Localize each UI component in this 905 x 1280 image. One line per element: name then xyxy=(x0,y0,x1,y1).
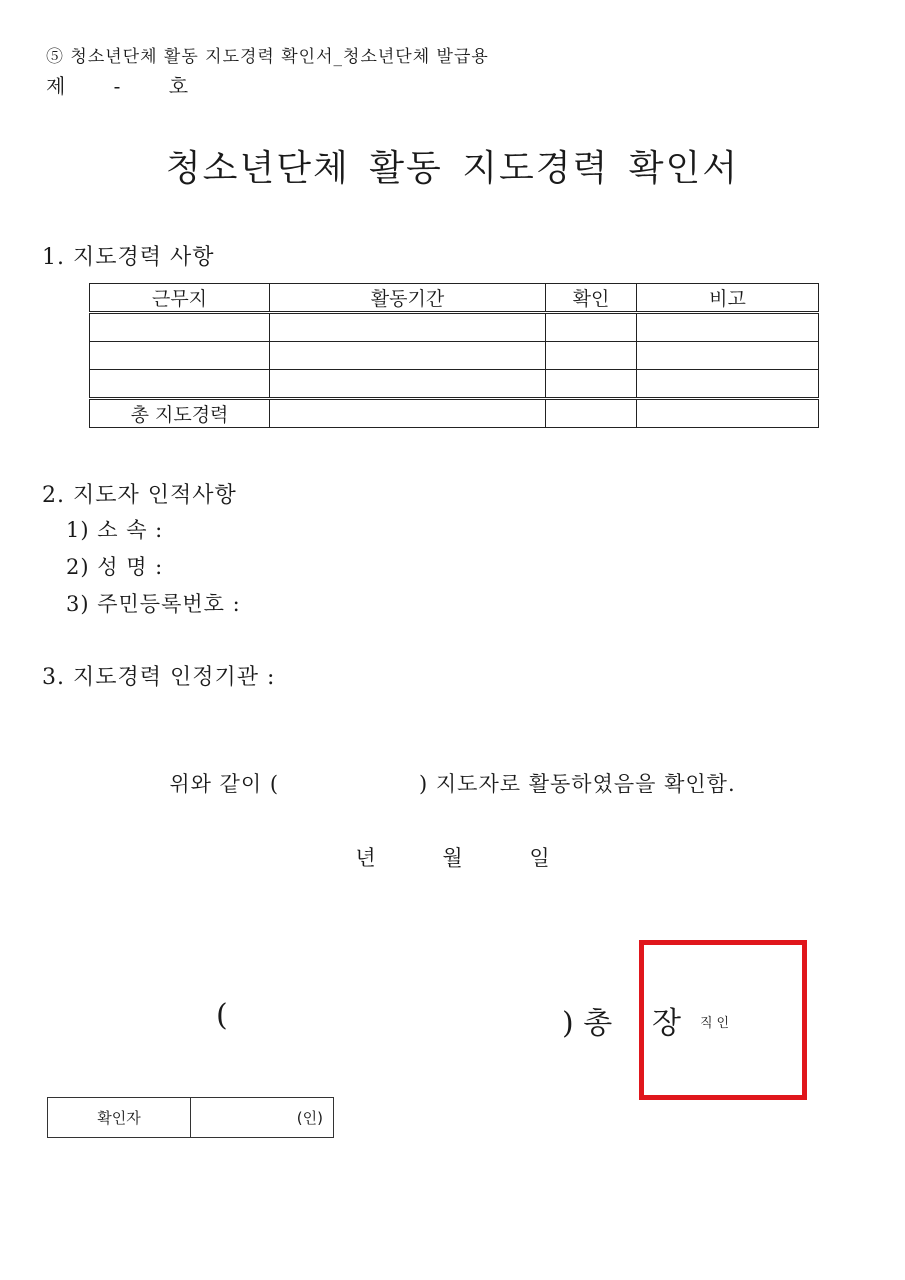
section2-heading: 2. 지도자 인적사항 xyxy=(42,483,237,508)
date-year: 년 xyxy=(355,846,376,870)
issuer-open-paren: ( xyxy=(216,998,228,1033)
verifier-table xyxy=(47,1097,334,1138)
table-cell[interactable] xyxy=(546,342,637,370)
table-cell[interactable] xyxy=(90,342,270,370)
verifier-label: 확인자 xyxy=(48,1098,191,1138)
official-seal-label: 직인 xyxy=(700,1016,734,1031)
date-month: 월 xyxy=(442,846,463,870)
career-table-header xyxy=(90,284,819,313)
verifier-stamp[interactable]: (인) xyxy=(191,1098,334,1138)
table-cell[interactable] xyxy=(546,370,637,399)
table-cell[interactable] xyxy=(637,342,819,370)
confirmation-statement xyxy=(0,768,905,798)
issuer-title-suffix: 장 xyxy=(652,1006,681,1041)
table-cell[interactable] xyxy=(637,313,819,342)
date-day: 일 xyxy=(529,846,550,870)
table-cell[interactable] xyxy=(270,342,546,370)
table-cell[interactable] xyxy=(270,370,546,399)
table-row xyxy=(90,370,819,399)
highlight-box xyxy=(639,940,807,1100)
column-header-remarks: 비고 xyxy=(637,284,819,313)
form-label: ⑤ 청소년단체 활동 지도경력 확인서_청소년단체 발급용 xyxy=(46,47,489,67)
table-cell[interactable] xyxy=(270,313,546,342)
total-period-cell[interactable] xyxy=(270,399,546,428)
confirmation-suffix: ) 지도자로 활동하였음을 확인함. xyxy=(419,772,736,796)
table-cell[interactable] xyxy=(637,370,819,399)
issuer-title: ) 총 xyxy=(562,1006,613,1041)
total-confirm-cell[interactable] xyxy=(546,399,637,428)
total-label: 총 지도경력 xyxy=(90,399,270,428)
page-title: 청소년단체 활동 지도경력 확인서 xyxy=(165,148,740,189)
table-cell[interactable] xyxy=(90,370,270,399)
document-number: 제 - 호 xyxy=(46,74,189,98)
column-header-confirm: 확인 xyxy=(546,284,637,313)
name-field: 2) 성 명 : xyxy=(66,555,164,579)
confirmation-prefix: 위와 같이 ( xyxy=(169,772,280,796)
issue-date xyxy=(0,842,905,872)
section3-heading: 3. 지도경력 인정기관 : xyxy=(42,665,276,690)
affiliation-field: 1) 소 속 : xyxy=(66,518,164,542)
table-cell[interactable] xyxy=(546,313,637,342)
section1-heading: 1. 지도경력 사항 xyxy=(42,245,215,270)
table-row xyxy=(90,342,819,370)
column-header-workplace: 근무지 xyxy=(90,284,270,313)
resident-number-field: 3) 주민등록번호 : xyxy=(66,592,241,616)
career-table xyxy=(89,283,819,428)
table-row xyxy=(90,313,819,342)
table-cell[interactable] xyxy=(90,313,270,342)
column-header-period: 활동기간 xyxy=(270,284,546,313)
total-remarks-cell[interactable] xyxy=(637,399,819,428)
total-row xyxy=(90,399,819,428)
